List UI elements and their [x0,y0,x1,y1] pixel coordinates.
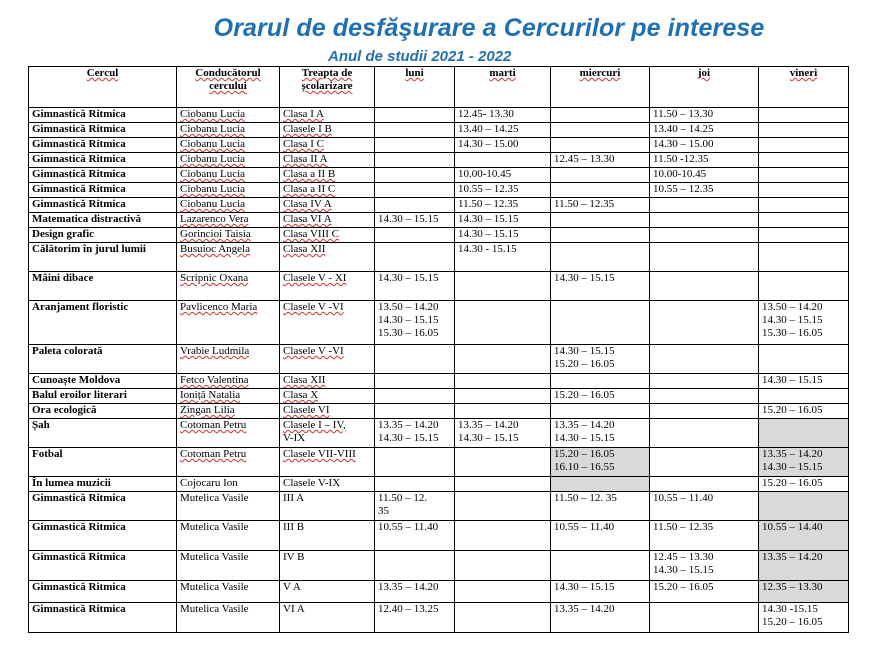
cell-treapta: IV B [280,551,375,581]
cell-miercuri: 15.20 – 16.05 16.10 – 16.55 [551,448,650,477]
cell-cercul: Matematica distractivă [29,213,177,228]
cell-luni [375,477,455,492]
cell-treapta: Clasa XII [280,243,375,272]
cell-cercul: Gimnastică Ritmica [29,138,177,153]
cell-luni [375,138,455,153]
cell-miercuri: 11.50 – 12. 35 [551,492,650,521]
cell-cercul: Șah [29,419,177,448]
cell-cercul: Gimnastică Ritmica [29,521,177,551]
cell-marti [455,153,551,168]
cell-marti: 14.30 – 15.00 [455,138,551,153]
cell-luni [375,243,455,272]
cell-treapta: Clasele V-IX [280,477,375,492]
cell-cercul: Design grafic [29,228,177,243]
cell-miercuri [551,108,650,123]
table-row [29,243,849,272]
table-row [29,404,849,419]
cell-conducator: Mutelica Vasile [177,603,280,633]
table-row [29,228,849,243]
cell-vineri: 13.35 – 14.20 [759,551,849,581]
cell-conducator: Zingan Lilia [177,404,280,419]
cell-vineri [759,228,849,243]
cell-joi [650,198,759,213]
cell-cercul: Gimnastică Ritmica [29,183,177,198]
cell-joi: 11.50 -12.35 [650,153,759,168]
header-miercuri: miercuri [551,67,650,108]
cell-luni: 14.30 – 15.15 [375,213,455,228]
cell-luni [375,228,455,243]
table-row [29,138,849,153]
cell-joi [650,404,759,419]
cell-vineri [759,492,849,521]
cell-marti: 12.45- 13.30 [455,108,551,123]
cell-joi: 12.45 – 13.30 14.30 – 15.15 [650,551,759,581]
cell-joi [650,374,759,389]
cell-joi [650,228,759,243]
cell-miercuri [551,243,650,272]
table-row [29,272,849,301]
cell-vineri [759,243,849,272]
cell-miercuri: 12.45 – 13.30 [551,153,650,168]
cell-luni [375,389,455,404]
cell-conducator: Busuioc Angela [177,243,280,272]
cell-treapta: Clasa XII [280,374,375,389]
table-row [29,301,849,345]
header-vineri: vineri [759,67,849,108]
table-row [29,419,849,448]
cell-vineri [759,389,849,404]
cell-joi [650,243,759,272]
cell-marti: 13.35 – 14.20 14.30 – 15.15 [455,419,551,448]
cell-treapta: Clasele I – IV, V-IX [280,419,375,448]
table-row [29,581,849,603]
cell-joi: 14.30 – 15.00 [650,138,759,153]
cell-vineri: 10.55 – 14.40 [759,521,849,551]
cell-miercuri [551,301,650,345]
cell-miercuri [551,183,650,198]
cell-treapta: Clasele V - XI [280,272,375,301]
cell-luni [375,108,455,123]
cell-marti [455,345,551,374]
cell-conducator: Ciobanu Lucia [177,168,280,183]
cell-miercuri: 13.35 – 14.20 14.30 – 15.15 [551,419,650,448]
cell-vineri [759,272,849,301]
cell-miercuri: 14.30 – 15.15 15.20 – 16.05 [551,345,650,374]
cell-vineri: 12.35 – 13.30 [759,581,849,603]
cell-miercuri: 10.55 – 11.40 [551,521,650,551]
cell-cercul: Paleta colorată [29,345,177,374]
cell-marti [455,603,551,633]
cell-joi: 10.55 – 12.35 [650,183,759,198]
cell-marti [455,389,551,404]
cell-vineri: 15.20 – 16.05 [759,477,849,492]
cell-marti [455,404,551,419]
cell-cercul: Mâini dibace [29,272,177,301]
cell-miercuri [551,374,650,389]
cell-vineri: 14.30 -15.15 15.20 – 16.05 [759,603,849,633]
table-row [29,168,849,183]
cell-marti: 11.50 – 12.35 [455,198,551,213]
cell-treapta: Clasa IV A [280,198,375,213]
page-subtitle: Anul de studii 2021 - 2022 [328,48,512,65]
cell-conducator: Cotoman Petru [177,448,280,477]
cell-miercuri: 13.35 – 14.20 [551,603,650,633]
cell-treapta: Clasa X [280,389,375,404]
cell-conducator: Scripnic Oxana [177,272,280,301]
cell-treapta: Clasele V -VI [280,345,375,374]
cell-vineri [759,198,849,213]
header-cercul: Cercul [29,67,177,108]
cell-vineri [759,153,849,168]
table-row [29,551,849,581]
cell-cercul: Fotbal [29,448,177,477]
cell-joi: 10.00-10.45 [650,168,759,183]
cell-marti [455,521,551,551]
cell-marti [455,272,551,301]
table-row [29,108,849,123]
cell-conducator: Ciobanu Lucia [177,108,280,123]
cell-treapta: Clasa VIII C [280,228,375,243]
cell-cercul: Gimnastică Ritmica [29,581,177,603]
table-row [29,183,849,198]
table-row [29,213,849,228]
cell-cercul: Balul eroilor literari [29,389,177,404]
cell-luni: 12.40 – 13.25 [375,603,455,633]
header-marti: marti [455,67,551,108]
table-row [29,153,849,168]
cell-conducator: Mutelica Vasile [177,492,280,521]
cell-marti [455,301,551,345]
cell-joi [650,419,759,448]
cell-joi [650,213,759,228]
cell-conducator: Mutelica Vasile [177,551,280,581]
cell-vineri: 13.35 – 14.20 14.30 – 15.15 [759,448,849,477]
cell-cercul: Gimnastică Ritmica [29,603,177,633]
cell-miercuri [551,228,650,243]
cell-conducator: Vrabie Ludmila [177,345,280,374]
cell-cercul: Gimnastică Ritmica [29,108,177,123]
cell-luni [375,374,455,389]
cell-marti: 10.55 – 12.35 [455,183,551,198]
cell-miercuri: 14.30 – 15.15 [551,272,650,301]
cell-vineri [759,108,849,123]
cell-vineri [759,419,849,448]
cell-luni [375,551,455,581]
cell-joi [650,301,759,345]
cell-conducator: Ciobanu Lucia [177,183,280,198]
cell-conducator: Gorincioi Taisia [177,228,280,243]
cell-marti [455,448,551,477]
cell-vineri [759,123,849,138]
cell-cercul: Cunoaște Moldova [29,374,177,389]
cell-treapta: Clasele VII-VIII [280,448,375,477]
cell-treapta: Clasele I B [280,123,375,138]
cell-joi [650,345,759,374]
cell-cercul: Călătorim în jurul lumii [29,243,177,272]
cell-luni [375,404,455,419]
cell-conducator: Mutelica Vasile [177,521,280,551]
cell-conducator: Mutelica Vasile [177,581,280,603]
cell-treapta: Clasele VI [280,404,375,419]
table-row [29,477,849,492]
cell-luni [375,123,455,138]
cell-luni [375,183,455,198]
cell-joi [650,272,759,301]
header-conducator: Conducătorul cercului [177,67,280,108]
cell-joi [650,448,759,477]
cell-luni: 14.30 – 15.15 [375,272,455,301]
cell-treapta: V A [280,581,375,603]
cell-marti [455,374,551,389]
table-header-row [29,67,849,108]
table-row [29,521,849,551]
cell-luni [375,198,455,213]
cell-conducator: Fetco Valentina [177,374,280,389]
cell-treapta: Clasa a II B [280,168,375,183]
cell-joi: 15.20 – 16.05 [650,581,759,603]
cell-treapta: III A [280,492,375,521]
cell-conducator: Ciobanu Lucia [177,198,280,213]
header-joi: joi [650,67,759,108]
cell-luni [375,345,455,374]
cell-miercuri [551,404,650,419]
cell-marti [455,551,551,581]
cell-cercul: Gimnastică Ritmica [29,198,177,213]
cell-luni: 13.35 – 14.20 14.30 – 15.15 [375,419,455,448]
cell-cercul: În lumea muzicii [29,477,177,492]
table-row [29,198,849,213]
cell-luni [375,153,455,168]
cell-vineri: 13.50 – 14.20 14.30 – 15.15 15.30 – 16.05 [759,301,849,345]
cell-luni [375,168,455,183]
cell-marti [455,477,551,492]
cell-conducator: Cojocaru Ion [177,477,280,492]
cell-marti: 14.30 - 15.15 [455,243,551,272]
cell-vineri [759,345,849,374]
cell-treapta: Clasa a II C [280,183,375,198]
cell-conducator: Pavlicenco Maria [177,301,280,345]
cell-joi: 11.50 – 13.30 [650,108,759,123]
cell-marti: 10.00-10.45 [455,168,551,183]
cell-cercul: Gimnastică Ritmica [29,492,177,521]
cell-luni [375,448,455,477]
cell-treapta: Clasa II A [280,153,375,168]
cell-conducator: Ciobanu Lucia [177,123,280,138]
cell-cercul: Ora ecologică [29,404,177,419]
page-title: Orarul de desfăşurare a Cercurilor pe interese [213,14,765,42]
cell-marti [455,581,551,603]
cell-marti: 14.30 – 15.15 [455,228,551,243]
cell-treapta: Clasa VI A [280,213,375,228]
cell-miercuri [551,477,650,492]
cell-treapta: Clasa I A [280,108,375,123]
table-row [29,603,849,633]
cell-miercuri [551,123,650,138]
table-row [29,123,849,138]
cell-luni: 10.55 – 11.40 [375,521,455,551]
cell-conducator: Ciobanu Lucia [177,153,280,168]
table-row [29,492,849,521]
cell-vineri [759,213,849,228]
table-row [29,389,849,404]
cell-conducator: Ciobanu Lucia [177,138,280,153]
cell-treapta: VI A [280,603,375,633]
cell-miercuri [551,551,650,581]
cell-joi [650,389,759,404]
header-luni: luni [375,67,455,108]
cell-cercul: Gimnastică Ritmica [29,153,177,168]
cell-miercuri [551,168,650,183]
cell-cercul: Aranjament floristic [29,301,177,345]
cell-marti: 14.30 – 15.15 [455,213,551,228]
cell-marti: 13.40 – 14.25 [455,123,551,138]
cell-miercuri [551,213,650,228]
table-row [29,345,849,374]
cell-cercul: Gimnastică Ritmica [29,168,177,183]
cell-vineri [759,138,849,153]
cell-joi [650,477,759,492]
cell-vineri: 15.20 – 16.05 [759,404,849,419]
header-treapta: Treapta de școlarizare [280,67,375,108]
cell-vineri [759,183,849,198]
cell-joi [650,603,759,633]
table-row [29,448,849,477]
cell-conducator: Ioniță Natalia [177,389,280,404]
cell-treapta: Clasele V -VI [280,301,375,345]
cell-luni: 11.50 – 12. 35 [375,492,455,521]
cell-miercuri [551,138,650,153]
schedule-table [28,66,849,633]
cell-joi: 13.40 – 14.25 [650,123,759,138]
cell-miercuri: 11.50 – 12.35 [551,198,650,213]
cell-conducator: Cotoman Petru [177,419,280,448]
cell-joi: 10.55 – 11.40 [650,492,759,521]
cell-cercul: Gimnastică Ritmica [29,123,177,138]
cell-luni: 13.35 – 14.20 [375,581,455,603]
table-row [29,374,849,389]
cell-joi: 11.50 – 12.35 [650,521,759,551]
cell-cercul: Gimnastică Ritmica [29,551,177,581]
cell-marti [455,492,551,521]
cell-miercuri: 15.20 – 16.05 [551,389,650,404]
cell-treapta: III B [280,521,375,551]
cell-vineri: 14.30 – 15.15 [759,374,849,389]
cell-miercuri: 14.30 – 15.15 [551,581,650,603]
cell-vineri [759,168,849,183]
cell-luni: 13.50 – 14.20 14.30 – 15.15 15.30 – 16.05 [375,301,455,345]
cell-treapta: Clasa I C [280,138,375,153]
cell-conducator: Lazarenco Vera [177,213,280,228]
